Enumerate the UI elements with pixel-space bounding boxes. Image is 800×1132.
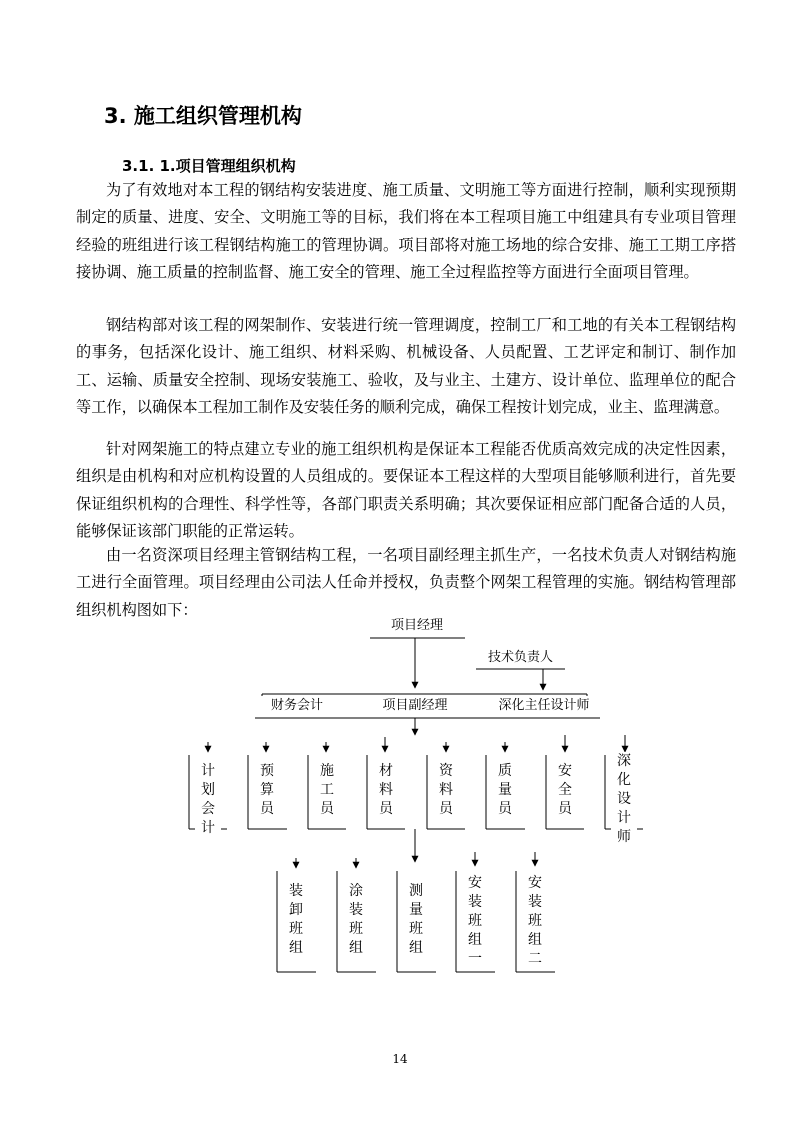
paragraph-3: 针对网架施工的特点建立专业的施工组织机构是保证本工程能否优质高效完成的决定性因素，组织是由机构和对应机构设置的人员组成的。要保证本工程这样的大型项目能够顺利进行，首先要保证组织机构的合理性、科学性等，各部门职责关系明确；其次要保证相应部门配备合适的人员，能够保证该部门职能的正常运转。: [76, 440, 736, 540]
org-box-survey-team: 测量班组: [403, 882, 429, 958]
section-title: 3. 施工组织管理机构: [104, 104, 302, 128]
org-box-budget-officer: 预算员: [254, 762, 280, 819]
org-box-construction-officer: 施工员: [314, 762, 340, 819]
org-box-project-manager: 项目经理: [372, 616, 462, 636]
org-box-tech-lead: 技术负责人: [478, 648, 563, 668]
subsection-title: 3.1. 1.项目管理组织机构: [122, 157, 296, 175]
org-box-install-team-1: 安装班组一: [462, 874, 488, 969]
org-box-quality-officer: 质量员: [492, 762, 518, 819]
page-number: 14: [392, 1052, 408, 1066]
paragraph-1: 为了有效地对本工程的钢结构安装进度、施工质量、文明施工等方面进行控制，顺利实现预期制定的质量、进度、安全、文明施工等的目标，我们将在本工程项目施工中组建具有专业项目管理经验的班组进行该工程钢结构施工的管理协调。项目部将对施工场地的综合安排、施工工期工序搭接协调、施工质量的控制监督、施工安全的管理、施工全过程监控等方面进行全面项目管理。: [76, 181, 736, 281]
org-box-install-team-2: 安装班组二: [522, 874, 548, 969]
org-box-design-lead: 深化主任设计师: [488, 696, 600, 716]
org-box-plan-accountant: 计划会计: [195, 762, 221, 838]
org-box-loading-team: 装卸班组: [283, 882, 309, 958]
org-box-document-officer: 资料员: [433, 762, 459, 819]
org-box-material-officer: 材料员: [373, 762, 399, 819]
org-box-finance: 财务会计: [257, 696, 337, 716]
paragraph-4: 由一名资深项目经理主管钢结构工程，一名项目副经理主抓生产，一名技术负责人对钢结构施工进行全面管理。项目经理由公司法人任命并授权，负责整个网架工程管理的实施。钢结构管理部组织机构图如下：: [76, 546, 736, 619]
org-box-deputy-manager: 项目副经理: [374, 696, 456, 716]
org-box-safety-officer: 安全员: [552, 762, 578, 819]
org-box-detail-designer: 深化设计师: [611, 752, 637, 847]
org-box-coating-team: 涂装班组: [343, 882, 369, 958]
paragraph-2: 钢结构部对该工程的网架制作、安装进行统一管理调度，控制工厂和工地的有关本工程钢结构的事务，包括深化设计、施工组织、材料采购、机械设备、人员配置、工艺评定和制订、制作加工、运输、质量安全控制、现场安装施工、验收，及与业主、土建方、设计单位、监理单位的配合等工作，以确保本工程加工制作及安装任务的顺利完成，确保工程按计划完成，业主、监理满意。: [76, 316, 736, 416]
